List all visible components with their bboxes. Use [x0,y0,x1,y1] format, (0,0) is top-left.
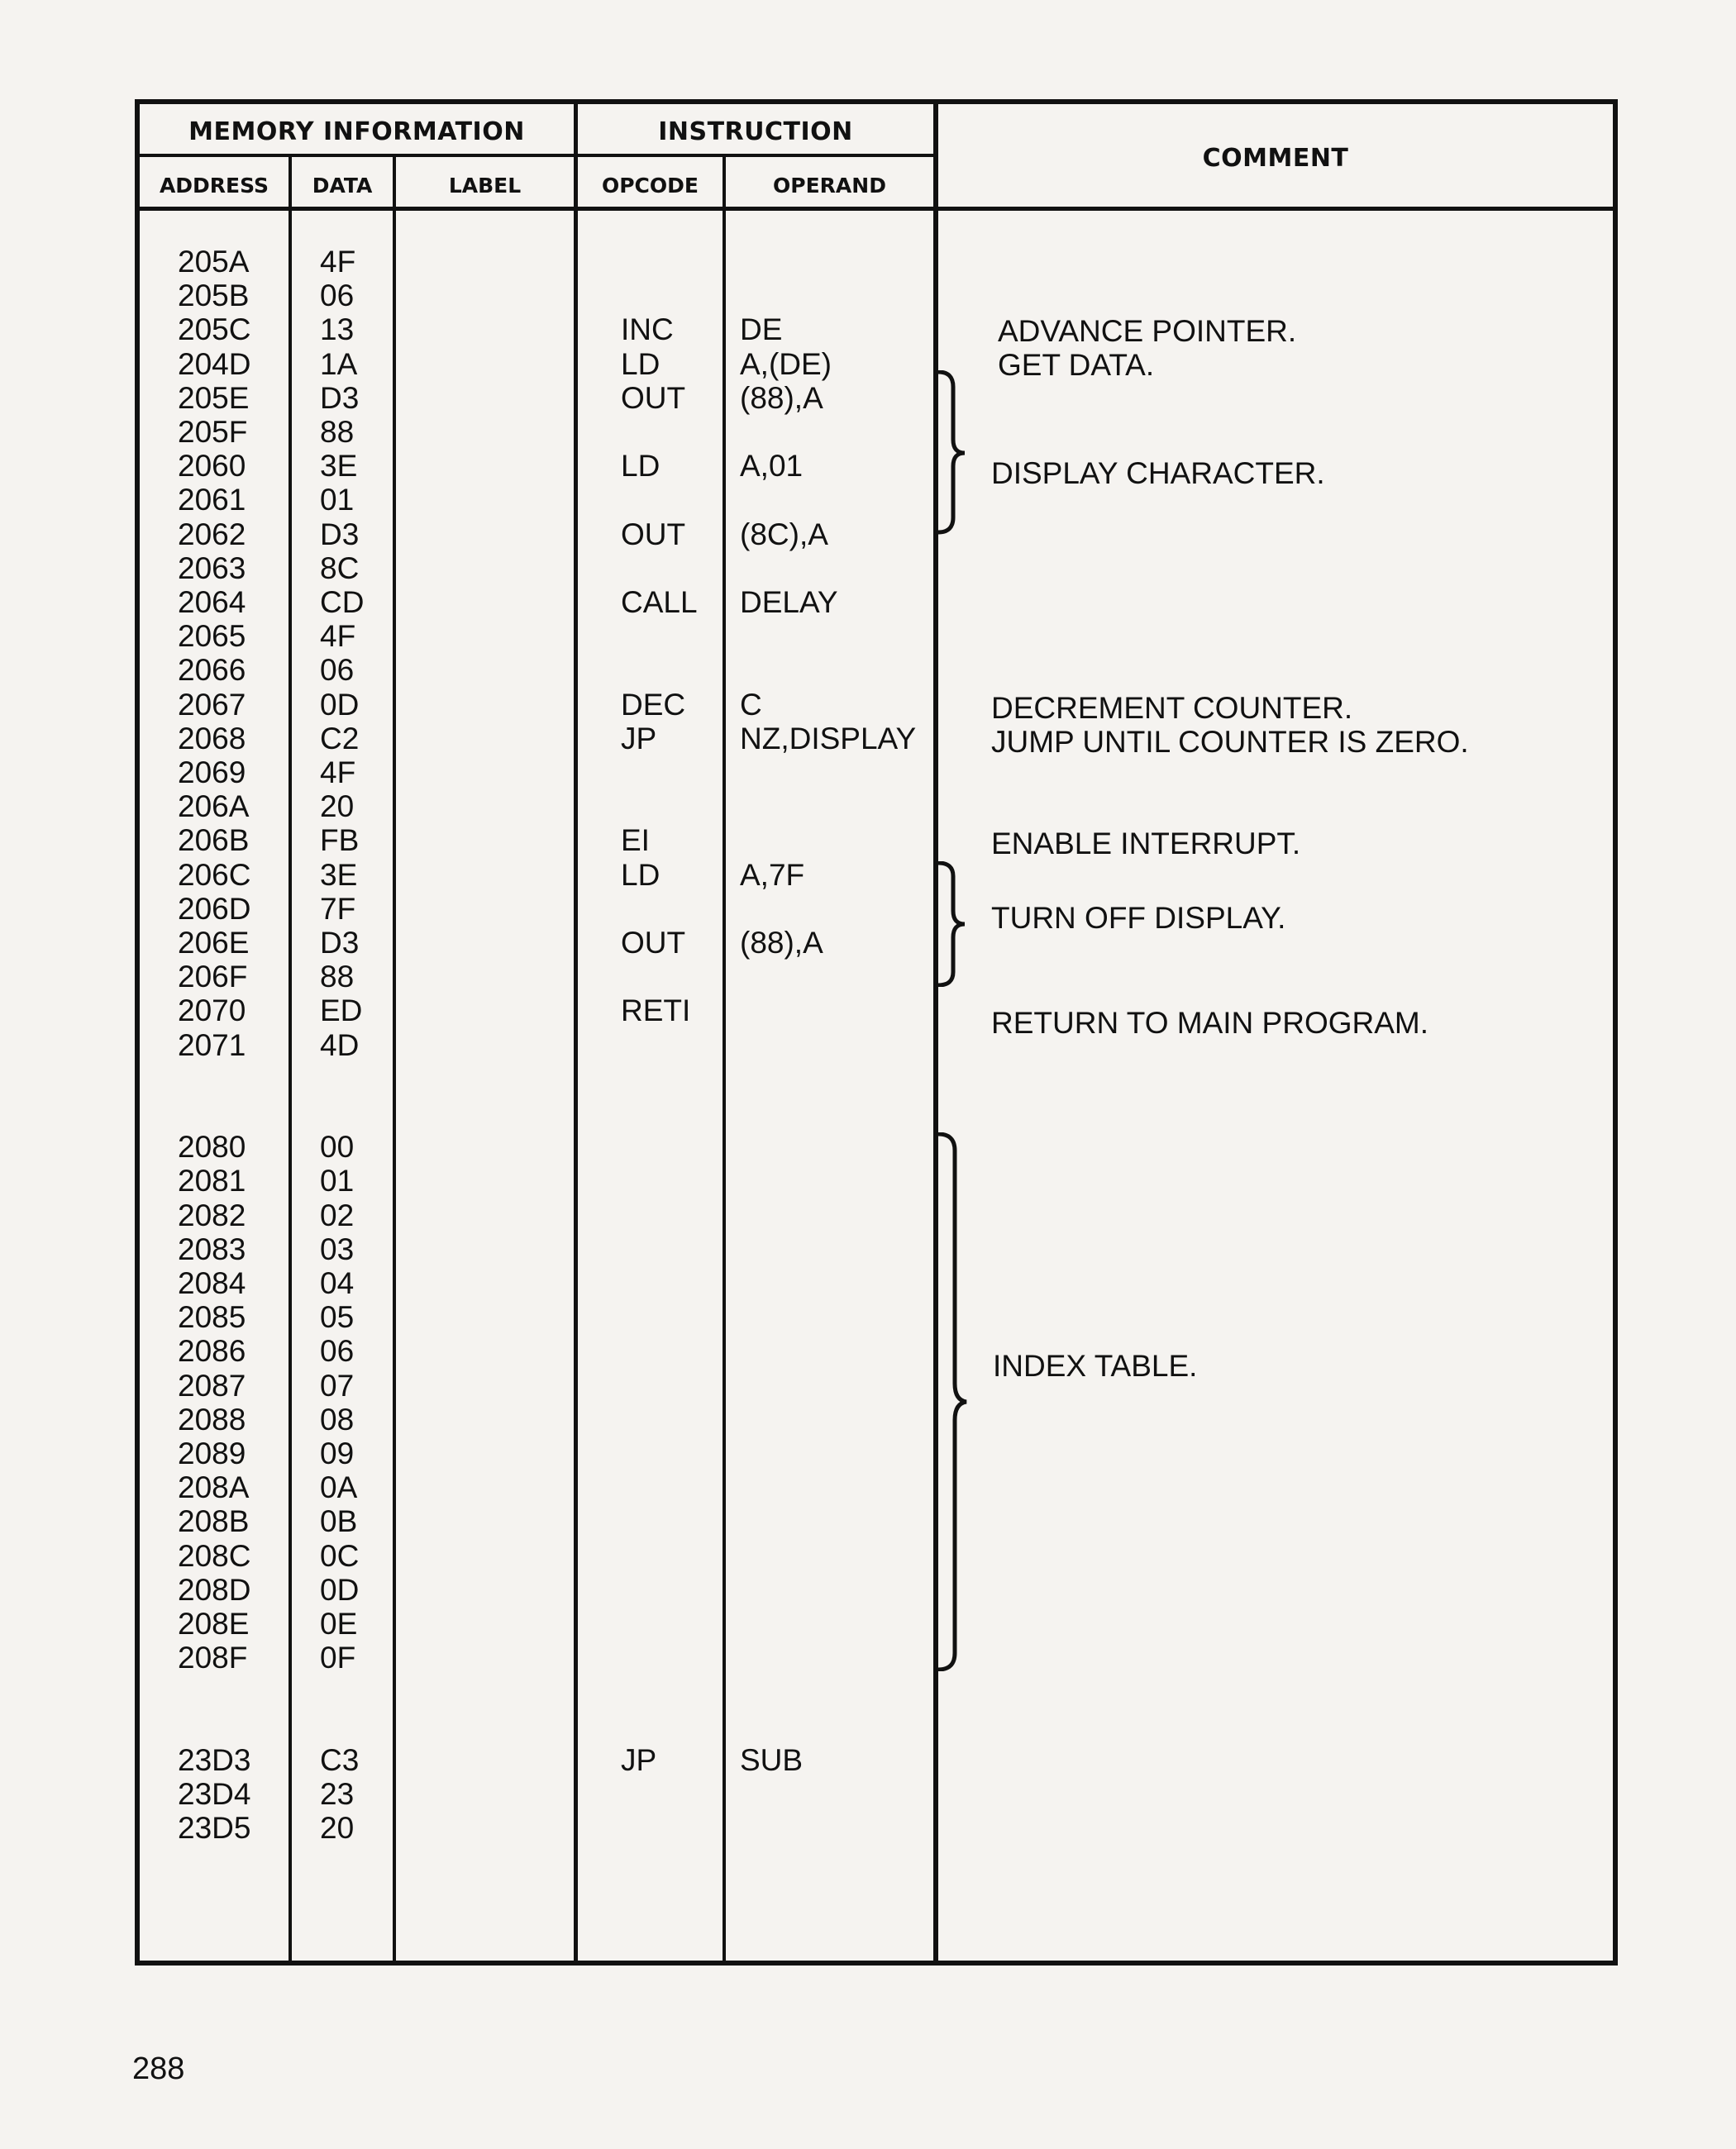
data-cell: D3 [320,517,360,551]
operand-cell: DE [740,312,783,347]
operand-cell: (88),A [740,380,823,415]
address-cell: 2070 [178,993,246,1028]
data-cell: 0D [320,1572,360,1607]
data-cell: CD [320,585,365,619]
comment-get-data: GET DATA. [998,348,1155,382]
address-cell: 2084 [178,1266,246,1300]
data-cell: 3E [320,857,358,892]
column-divider-data-label [393,155,396,1961]
address-cell: 2069 [178,755,246,789]
address-cell: 208A [178,1470,250,1505]
data-cell: D3 [320,380,360,415]
data-cell: C3 [320,1742,360,1777]
address-cell: 2080 [178,1130,246,1165]
address-cell: 23D4 [178,1777,251,1811]
address-cell: 206B [178,823,250,858]
header-subdivider [140,154,933,157]
operand-cell: A,01 [740,449,804,484]
opcode-cell: RETI [621,993,691,1028]
operand-cell: DELAY [740,585,838,619]
data-cell: 08 [320,1402,355,1437]
operand-cell: C [740,687,762,722]
data-cell: 3E [320,449,358,484]
data-cell: 1A [320,346,358,381]
data-cell: 00 [320,1130,355,1165]
address-cell: 208D [178,1572,251,1607]
data-cell: 01 [320,1164,355,1198]
address-cell: 2063 [178,550,246,585]
address-cell: 205E [178,380,250,415]
operand-cell: A,7F [740,857,805,892]
column-divider-opcode-operand [723,155,726,1961]
header-label: LABEL [448,174,522,198]
address-cell: 206F [178,960,248,994]
address-cell: 2087 [178,1368,246,1403]
data-cell: 03 [320,1232,355,1266]
address-cell: 204D [178,346,251,381]
page-number: 288 [132,2051,185,2086]
opcode-cell: EI [621,823,650,858]
opcode-cell: LD [621,346,661,381]
address-cell: 206D [178,891,251,926]
opcode-cell: DEC [621,687,686,722]
comment-advance-pointer: ADVANCE POINTER. [998,314,1297,348]
header-instruction: INSTRUCTION [658,117,853,146]
operand-cell: (8C),A [740,517,828,551]
data-cell: 0B [320,1504,358,1539]
data-cell: 88 [320,415,355,449]
header-address: ADDRESS [159,174,269,198]
opcode-cell: OUT [621,517,686,551]
address-cell: 2089 [178,1437,246,1470]
header-opcode: OPCODE [601,174,699,198]
data-cell: 06 [320,1334,355,1369]
comment-enable-interrupt: ENABLE INTERRUPT. [991,827,1301,860]
column-divider-label-opcode [574,104,578,1961]
opcode-cell: OUT [621,926,686,960]
data-cell: 4F [320,245,356,279]
address-cell: 2064 [178,585,246,619]
header-operand: OPERAND [773,174,886,198]
address-cell: 205F [178,415,248,449]
data-cell: 01 [320,483,355,517]
data-cell: 20 [320,1811,355,1846]
address-cell: 2066 [178,653,246,688]
opcode-cell: JP [621,1742,657,1777]
address-cell: 205A [178,245,250,279]
address-cell: 2065 [178,619,246,654]
address-cell: 2062 [178,517,246,551]
data-cell: ED [320,993,363,1028]
data-cell: D3 [320,926,360,960]
address-cell: 205C [178,312,251,347]
data-cell: 07 [320,1368,355,1403]
opcode-cell: LD [621,857,661,892]
program-listing-table [135,99,1618,1966]
address-cell: 208F [178,1641,248,1675]
opcode-cell: LD [621,449,661,484]
address-cell: 2061 [178,483,246,517]
data-cell: 06 [320,279,355,313]
data-cell: 20 [320,789,355,824]
data-cell: C2 [320,721,360,755]
data-cell: 05 [320,1300,355,1335]
data-cell: 02 [320,1198,355,1232]
header-comment: COMMENT [1202,144,1349,173]
operand-cell: A,(DE) [740,346,832,381]
data-cell: 0D [320,687,360,722]
data-cell: 88 [320,960,355,994]
operand-cell: NZ,DISPLAY [740,721,917,755]
comment-decrement-counter: DECREMENT COUNTER. [991,691,1353,725]
opcode-cell: JP [621,721,657,755]
data-cell: 06 [320,653,355,688]
address-cell: 208C [178,1538,251,1573]
address-cell: 2083 [178,1232,246,1266]
comment-jump-until-zero: JUMP UNTIL COUNTER IS ZERO. [991,725,1469,759]
brace-display-character [935,370,968,536]
data-cell: FB [320,823,360,858]
address-cell: 205B [178,279,250,313]
comment-return-to-main: RETURN TO MAIN PROGRAM. [991,1006,1429,1040]
address-cell: 23D3 [178,1742,251,1777]
address-cell: 206A [178,789,250,824]
data-cell: 4F [320,619,356,654]
brace-index-table [935,1132,970,1671]
address-cell: 2067 [178,687,246,722]
comment-turn-off-display: TURN OFF DISPLAY. [991,901,1286,935]
address-cell: 2068 [178,721,246,755]
comment-index-table: INDEX TABLE. [993,1349,1198,1383]
column-divider-address-data [289,155,292,1961]
header-data: DATA [312,174,373,198]
address-cell: 2088 [178,1402,246,1437]
address-cell: 2060 [178,449,246,484]
address-cell: 2081 [178,1164,246,1198]
address-cell: 23D5 [178,1811,251,1846]
data-cell: 7F [320,891,356,926]
data-cell: 4F [320,755,356,789]
address-cell: 206C [178,857,251,892]
opcode-cell: CALL [621,585,698,619]
brace-turn-off-display [935,861,968,987]
data-cell: 23 [320,1777,355,1811]
address-cell: 208B [178,1504,250,1539]
data-cell: 4D [320,1027,360,1062]
data-cell: 0A [320,1470,358,1505]
data-cell: 04 [320,1266,355,1300]
data-cell: 0E [320,1607,358,1641]
data-cell: 0F [320,1641,356,1675]
address-cell: 2085 [178,1300,246,1335]
operand-cell: (88),A [740,926,823,960]
opcode-cell: INC [621,312,674,347]
comment-display-character: DISPLAY CHARACTER. [991,456,1325,490]
data-cell: 0C [320,1538,360,1573]
header-bottom-rule [140,207,1613,211]
data-cell: 09 [320,1437,355,1470]
opcode-cell: OUT [621,380,686,415]
address-cell: 2082 [178,1198,246,1232]
address-cell: 2086 [178,1334,246,1369]
data-cell: 8C [320,550,360,585]
address-cell: 206E [178,926,250,960]
operand-cell: SUB [740,1742,804,1777]
address-cell: 208E [178,1607,250,1641]
data-cell: 13 [320,312,355,347]
address-cell: 2071 [178,1027,246,1062]
header-memory-information: MEMORY INFORMATION [188,117,525,146]
